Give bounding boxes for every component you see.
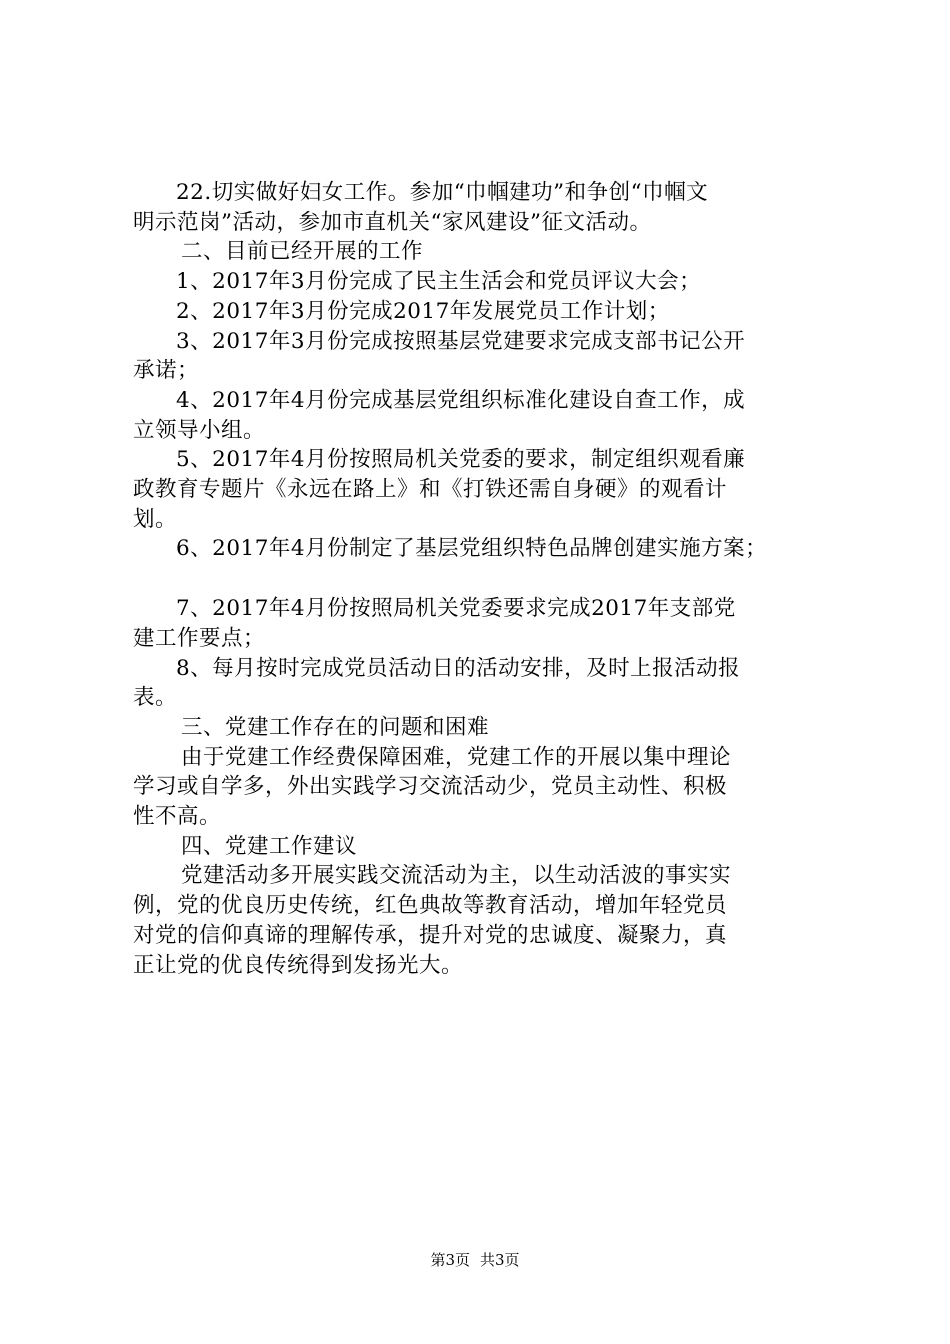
- document-body: [133, 178, 833, 980]
- text-line: 明示范岗”活动，参加市直机关“家风建设”征文活动。: [133, 209, 652, 235]
- text-line: 党建活动多开展实践交流活动为主，以生动活波的事实实: [181, 863, 732, 889]
- text-line: 四、党建工作建议: [181, 833, 358, 859]
- blank-line: [133, 564, 833, 594]
- text-line: 建工作要点；: [133, 625, 266, 651]
- text-line: 7、2017年4月份按照局机关党委要求完成2017年支部党: [176, 596, 736, 622]
- text-line: 二、目前已经开展的工作: [181, 239, 424, 265]
- text-line: 22.切实做好妇女工作。参加“巾帼建功”和争创“巾帼文: [176, 180, 709, 205]
- page-total: 共3页: [480, 1251, 520, 1269]
- text-line: 学习或自学多，外出实践学习交流活动少，党员主动性、积极: [133, 774, 728, 800]
- text-line: 政教育专题片《永远在路上》和《打铁还需自身硬》的观看计: [133, 477, 728, 503]
- text-line: 4、2017年4月份完成基层党组织标准化建设自查工作，成: [176, 387, 746, 413]
- text-line: 表。: [133, 685, 178, 711]
- text-line: 8、每月按时完成党员活动日的活动安排，及时上报活动报: [176, 655, 741, 681]
- page-footer: [0, 1250, 950, 1270]
- text-line: 6、2017年4月份制定了基层党组织特色品牌创建实施方案；: [176, 536, 768, 562]
- page-number: 第3页: [430, 1251, 470, 1269]
- text-line: 1、2017年3月份完成了民主生活会和党员评议大会；: [176, 269, 702, 295]
- text-line: 5、2017年4月份按照局机关党委的要求，制定组织观看廉: [176, 447, 746, 473]
- text-line: 3、2017年3月份完成按照基层党建要求完成支部书记公开: [176, 328, 746, 354]
- text-line: 2、2017年3月份完成2017年发展党员工作计划；: [176, 298, 670, 324]
- text-line: 划。: [133, 506, 178, 532]
- text-line: 例，党的优良历史传统，红色典故等教育活动，增加年轻党员: [133, 893, 728, 919]
- text-line: 由于党建工作经费保障困难，党建工作的开展以集中理论: [181, 744, 732, 770]
- text-line: 对党的信仰真谛的理解传承，提升对党的忠诚度、凝聚力，真: [133, 922, 728, 948]
- text-line: 性不高。: [133, 804, 222, 830]
- text-line: 三、党建工作存在的问题和困难: [181, 714, 490, 740]
- text-line: 承诺；: [133, 358, 200, 384]
- text-line: 正让党的优良传统得到发扬光大。: [133, 952, 464, 978]
- text-line: 立领导小组。: [133, 417, 266, 443]
